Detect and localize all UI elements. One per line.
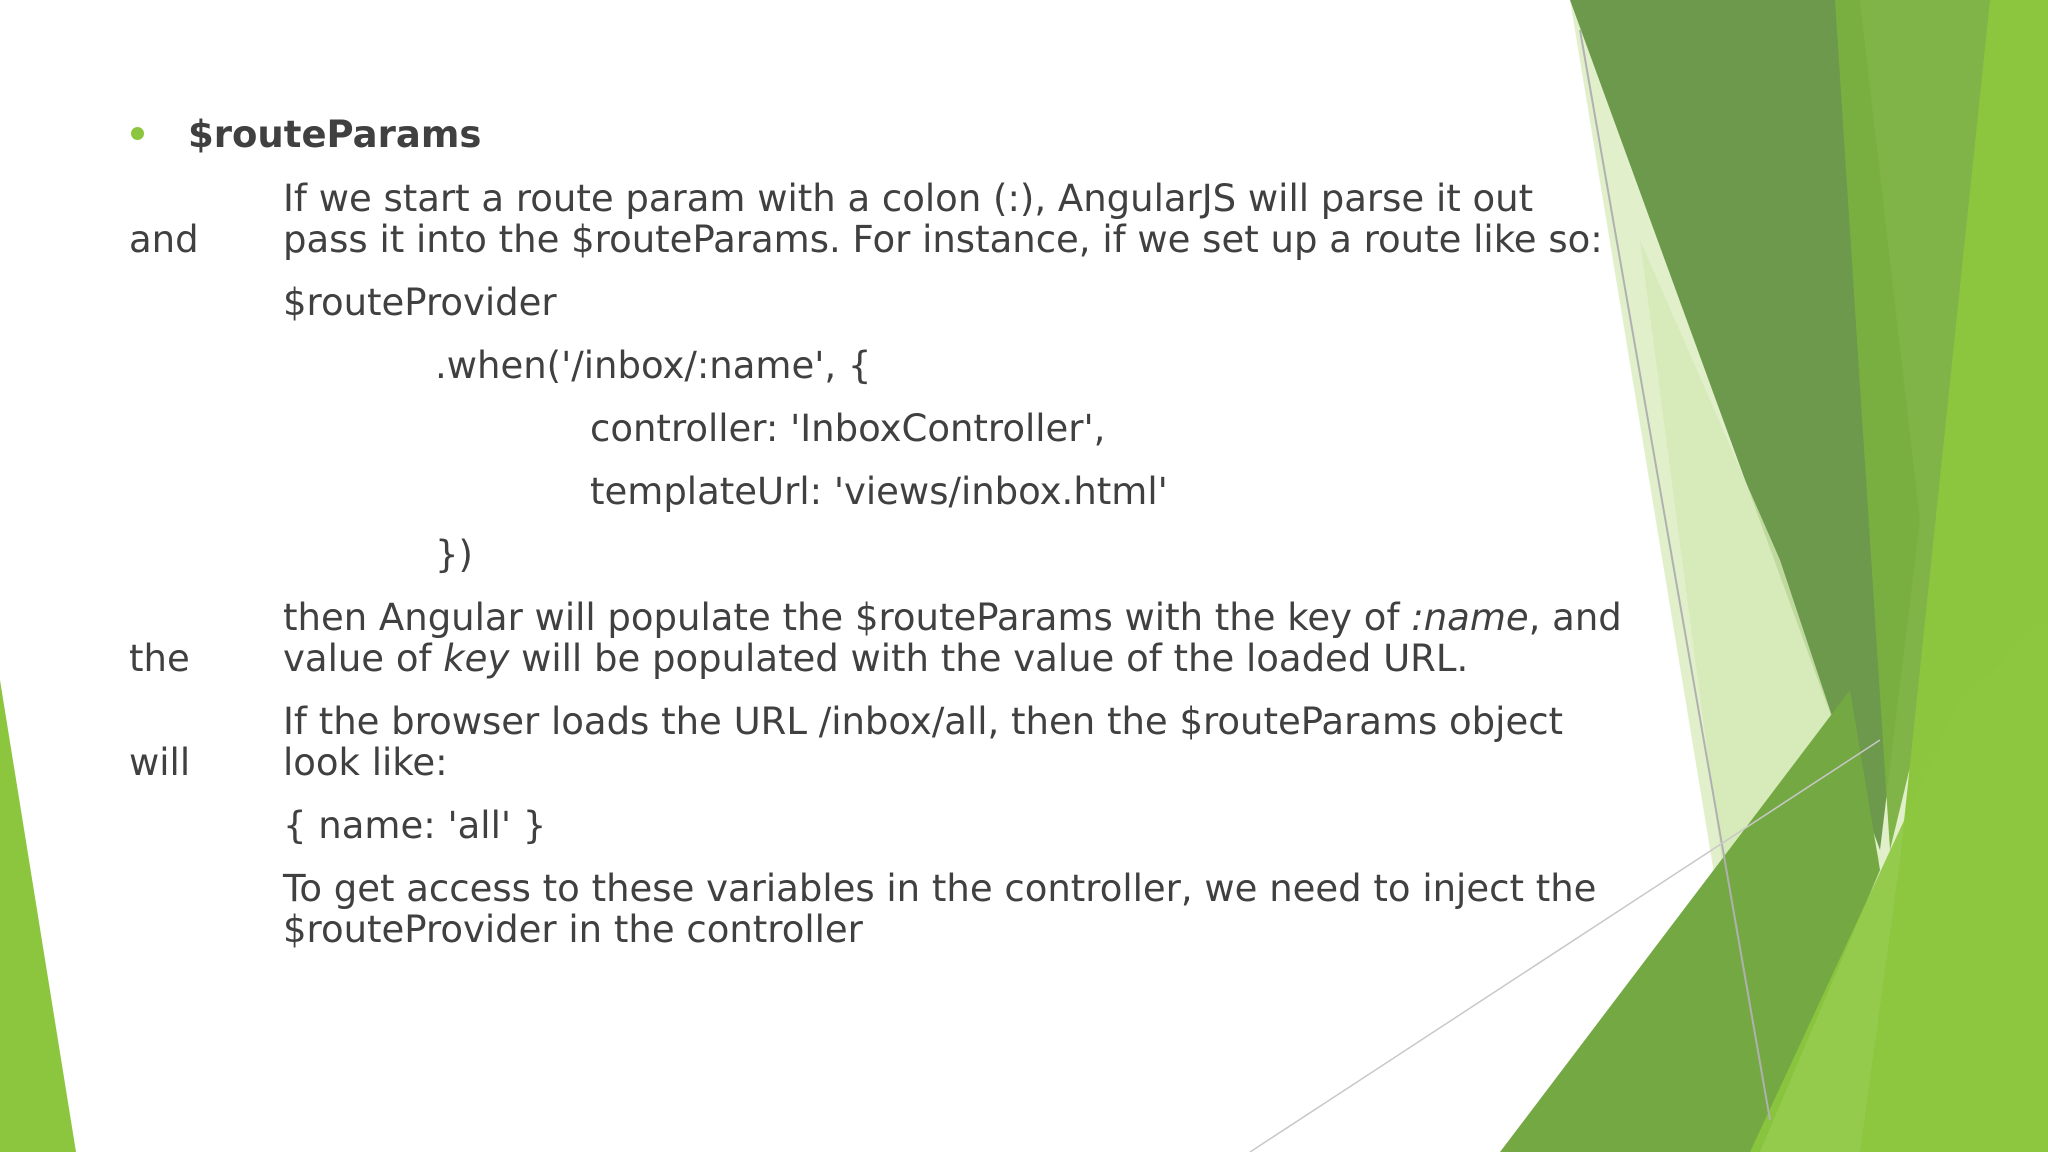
bullet-dot — [131, 127, 144, 140]
code-line-controller: controller: 'InboxController', — [590, 407, 1106, 450]
code-line-route-provider: $routeProvider — [283, 281, 557, 324]
code-line-close: }) — [435, 533, 473, 576]
para2-line2-post: will be populated with the value of the loaded URL. — [509, 637, 1469, 680]
para2-margin-word: the — [129, 637, 190, 680]
code-line-when: .when('/inbox/:name', { — [435, 344, 872, 387]
para3-line1: If the browser loads the URL /inbox/all, then the $routeParams object — [283, 700, 1564, 743]
para2-line2-em: key — [443, 637, 510, 680]
para3-line2: look like: — [283, 741, 448, 784]
para2-line1-post: , and — [1528, 596, 1622, 639]
para2-line1-em: :name — [1411, 596, 1529, 639]
para2-line1 — [283, 597, 1622, 638]
left-green-shard — [0, 680, 76, 1152]
slide-title: $routeParams — [188, 113, 482, 156]
para1-margin-word: and — [129, 218, 199, 261]
para2-line1-pre: then Angular will populate the $routeParams with the key of — [283, 596, 1412, 639]
para3-margin-word: will — [129, 741, 191, 784]
code-line-template-url: templateUrl: 'views/inbox.html' — [590, 470, 1168, 513]
para4-line1: To get access to these variables in the controller, we need to inject the — [283, 867, 1597, 910]
para1-line1: If we start a route param with a colon (:), AngularJS will parse it out — [283, 177, 1534, 220]
para4-line2: $routeProvider in the controller — [283, 908, 863, 951]
para1-line2: pass it into the $routeParams. For instance, if we set up a route like so: — [283, 218, 1603, 261]
para2-line2 — [283, 638, 1468, 679]
para2-line2-pre: value of — [283, 637, 444, 680]
code-object-example: { name: 'all' } — [283, 804, 547, 847]
